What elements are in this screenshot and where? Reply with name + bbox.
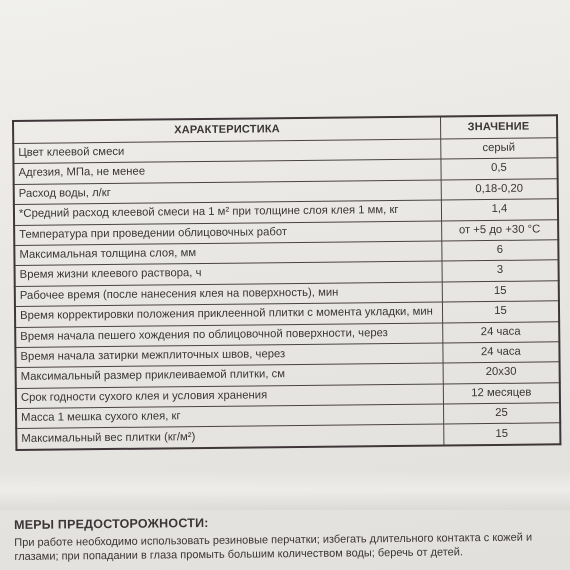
value-cell: 15: [442, 301, 559, 323]
characteristic-cell: Срок годности сухого клея и условия хранения: [16, 384, 444, 409]
characteristic-cell: Время жизни клеевого раствора, ч: [15, 261, 443, 286]
characteristic-cell: Максимальный вес плитки (кг/м²): [16, 424, 444, 449]
characteristic-cell: Расход воды, л/кг: [14, 180, 442, 205]
value-cell: 15: [444, 423, 561, 445]
value-cell: 3: [442, 260, 559, 282]
characteristic-cell: Адгезия, МПа, не менее: [13, 159, 441, 184]
characteristic-cell: Рабочее время (после нанесения клея на поверхность), мин: [15, 282, 443, 307]
paper-fold: [0, 470, 570, 510]
characteristic-cell: Температура при проведении облицовочных работ: [14, 221, 442, 246]
precautions-section: [14, 512, 562, 564]
characteristic-cell: *Средний расход клеевой смеси на 1 м² при толщине слоя клея 1 мм, кг: [14, 200, 442, 225]
value-cell: 15: [442, 281, 559, 303]
value-cell: серый: [441, 138, 558, 160]
value-cell: от +5 до +30 °С: [441, 219, 558, 241]
table-row: [16, 423, 560, 450]
value-cell: 24 часа: [443, 342, 560, 364]
precautions-text: При работе необходимо использовать резиновые перчатки; избегать длительного контакта с кожей и глазами; при попадании в глаза промыть большим количеством воды; беречь от детей.: [14, 531, 533, 563]
value-cell: 0,18-0,20: [441, 179, 558, 201]
characteristic-cell: Цвет клеевой смеси: [13, 139, 441, 164]
value-cell: 12 месяцев: [443, 382, 560, 404]
value-cell: 0,5: [441, 158, 558, 180]
value-cell: 25: [443, 403, 560, 425]
value-cell: 1,4: [441, 199, 558, 221]
header-characteristic: ХАРАКТЕРИСТИКА: [13, 117, 441, 144]
specifications-table: [12, 114, 561, 451]
value-cell: 20х30: [443, 362, 560, 384]
characteristic-cell: Время начала затирки межплиточных швов, через: [15, 343, 443, 368]
characteristic-cell: Масса 1 мешка сухого клея, кг: [16, 404, 444, 429]
characteristic-cell: Время начала пешего хождения по облицовочной поверхности, через: [15, 323, 443, 348]
precautions-heading: МЕРЫ ПРЕДОСТОРОЖНОСТИ:: [14, 515, 209, 532]
characteristic-cell: Время корректировки положения приклеенной плитки с момента укладки, мин: [15, 302, 443, 327]
characteristic-cell: Максимальная толщина слоя, мм: [14, 241, 442, 266]
value-cell: 6: [442, 240, 559, 262]
value-cell: 24 часа: [443, 321, 560, 343]
table-body: [13, 138, 560, 450]
characteristic-cell: Максимальный размер приклеиваемой плитки, см: [16, 363, 444, 388]
header-value: ЗНАЧЕНИЕ: [440, 115, 557, 139]
